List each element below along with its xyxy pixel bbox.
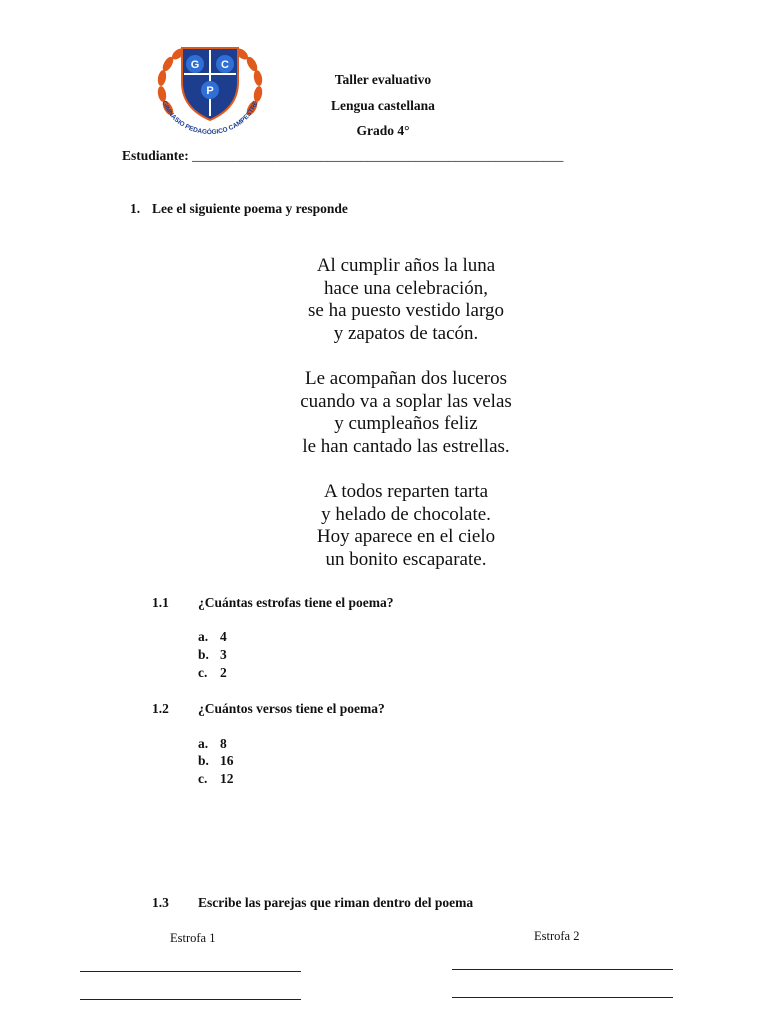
logo-initial-p: P (206, 85, 214, 97)
answer-line[interactable] (452, 969, 673, 970)
question-1-2 (152, 701, 385, 717)
stanza-1-label: Estrofa 1 (170, 931, 216, 945)
option-item[interactable] (198, 665, 227, 681)
poem-verse: se ha puesto vestido largo (308, 300, 504, 321)
option-value: 16 (220, 753, 234, 768)
doc-grade: Grado 4° (356, 123, 410, 138)
question-1-1 (152, 595, 393, 611)
option-item[interactable] (198, 647, 227, 663)
option-value: 8 (220, 736, 227, 751)
student-row (122, 148, 563, 164)
poem-verse: Hoy aparece en el cielo (316, 526, 496, 547)
option-letter: b. (198, 753, 209, 768)
doc-subject: Lengua castellana (331, 98, 435, 113)
poem-verse: y zapatos de tacón. (333, 322, 479, 344)
poem-stanza-3 (200, 481, 612, 571)
option-item[interactable] (198, 753, 234, 769)
poem-verse: le han cantado las estrellas. (302, 435, 510, 457)
logo-initial-g: G (190, 59, 200, 71)
question-1-3-number: 1.3 (152, 895, 169, 910)
stanza-2-label: Estrofa 2 (534, 929, 580, 943)
poem-verse: Le acompañan dos luceros (304, 368, 508, 389)
question-1-3 (152, 895, 473, 911)
poem-verse: un bonito escaparate. (325, 548, 487, 570)
student-name-blank[interactable]: _______________________________________________________ (192, 148, 564, 163)
poem-verse: y cumpleaños feliz (334, 413, 478, 434)
option-letter: c. (198, 771, 208, 786)
school-logo (148, 38, 272, 146)
doc-title: Taller evaluativo (334, 72, 432, 87)
option-letter: a. (198, 629, 209, 644)
question-1-1-prompt: ¿Cuántas estrofas tiene el poema? (198, 595, 394, 610)
option-value: 12 (220, 771, 234, 786)
option-value: 2 (220, 665, 227, 680)
student-label: Estudiante: (122, 148, 193, 163)
poem-verse: hace una celebración, (323, 277, 489, 299)
poem-verse: A todos reparten tarta (323, 481, 489, 502)
question-1-prompt: Lee el siguiente poema y responde (152, 201, 348, 216)
question-1-2-number: 1.2 (152, 701, 169, 716)
option-item[interactable] (198, 736, 227, 752)
question-1-1-number: 1.1 (152, 595, 169, 610)
question-1-number: 1. (130, 201, 141, 216)
option-value: 3 (220, 647, 227, 662)
option-item[interactable] (198, 629, 227, 645)
option-letter: b. (198, 647, 209, 662)
poem-stanza-1 (200, 255, 612, 345)
logo-initial-c: C (221, 59, 229, 71)
poem-verse: Al cumplir años la luna (316, 255, 496, 276)
poem-verse: cuando va a soplar las velas (300, 390, 512, 412)
logo-arc-text: GIMNASIO PEDAGÓGICO CAMPESTRE (160, 100, 260, 137)
option-item[interactable] (198, 771, 234, 787)
poem-stanza-2 (200, 368, 612, 458)
option-letter: a. (198, 736, 209, 751)
question-1 (130, 201, 348, 217)
answer-line[interactable] (80, 971, 301, 972)
answer-line[interactable] (80, 999, 301, 1000)
option-value: 4 (220, 629, 227, 644)
answer-line[interactable] (452, 997, 673, 998)
poem-verse: y helado de chocolate. (321, 503, 491, 525)
option-letter: c. (198, 665, 208, 680)
question-1-2-prompt: ¿Cuántos versos tiene el poema? (198, 701, 385, 716)
question-1-3-prompt: Escribe las parejas que riman dentro del poema (198, 895, 474, 910)
